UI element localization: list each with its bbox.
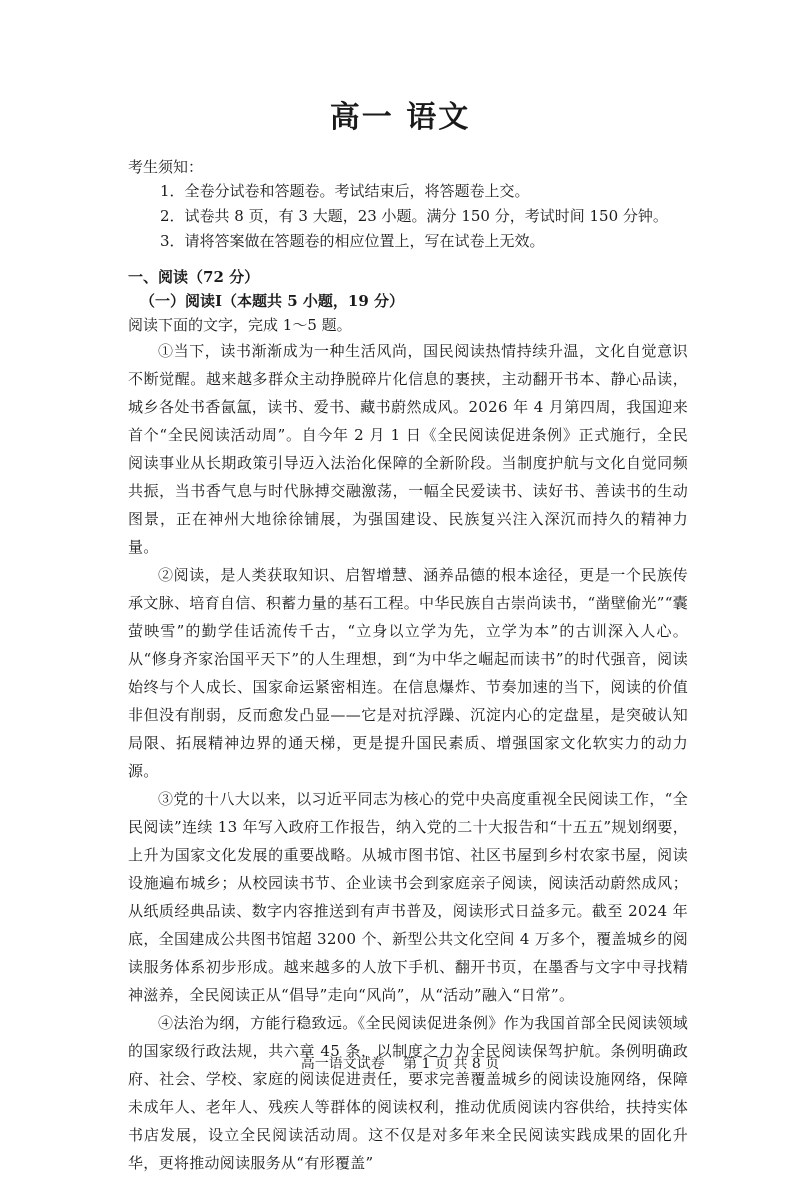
exam-notice	[128, 155, 688, 254]
notice-item: 1．全卷分试卷和答题卷。考试结束后，将答题卷上交。	[160, 182, 530, 200]
notice-item: 3．请将答案做在答题卷的相应位置上，写在试卷上无效。	[160, 232, 545, 250]
page-title: 高一 语文	[329, 100, 471, 135]
page-footer: 高一语文试卷 第 1 页 共 8 页	[300, 1056, 500, 1072]
reading-section	[128, 265, 688, 1177]
subsection-title: （一）阅读Ⅰ（本题共 5 小题，19 分）	[140, 292, 404, 310]
passage-paragraph: ③党的十八大以来，以习近平同志为核心的党中央高度重视全民阅读工作，“全民阅读”连续 13 年写入政府工作报告，纳入党的二十大报告和“十五五”规划纲要，上升为国家文化发展的重要战略。从城市图书馆、社区书屋到乡村农家书屋，阅读设施遍布城乡；从校园读书节、企业读书会到家庭亲子阅读，阅读活动蔚然成风；从纸质经典品读、数字内容推送到有声书普及，阅读形式日益多元。截至 2024 年底，全国建成公共图书馆超 3200 个、新型公共文化空间 4 万多个，覆盖城乡的阅读服务体系初步形成。越来越多的人放下手机、翻开书页，在墨香与文字中寻找精神滋养，全民阅读正从“倡导”走向“风尚”，从“活动”融入“日常”。	[128, 790, 688, 1004]
section-title: 一、阅读（72 分）	[128, 268, 260, 286]
passage-paragraph: ①当下，读书渐渐成为一种生活风尚，国民阅读热情持续升温，文化自觉意识不断觉醒。越来越多群众主动挣脱碎片化信息的裹挟，主动翻开书本、静心品读，城乡各处书香氤氲，读书、爱书、藏书蔚然成风。2026 年 4 月第四周，我国迎来首个“全民阅读活动周”。自今年 2 月 1 日《全民阅读促进条例》正式施行，全民阅读事业从长期政策引导迈入法治化保障的全新阶段。当制度护航与文化自觉同频共振，当书香气息与时代脉搏交融激荡，一幅全民爱读书、读好书、善读书的生动图景，正在神州大地徐徐铺展，为强国建设、民族复兴注入深沉而持久的精神力量。	[128, 342, 688, 556]
passage-paragraph: ④法治为纲，方能行稳致远。《全民阅读促进条例》作为我国首部全民阅读领域的国家级行政法规，共六章 45 条，以制度之力为全民阅读保驾护航。条例明确政府、社会、学校、家庭的阅读促进责任，要求完善覆盖城乡的阅读设施网络，保障未成年人、老年人、残疾人等群体的阅读权利，推动优质阅读内容供给，扶持实体书店发展，设立全民阅读活动周。这不仅是对多年来全民阅读实践成果的固化升华，更将推动阅读服务从“有形覆盖”	[128, 1014, 688, 1172]
passage-paragraph: ②阅读，是人类获取知识、启智增慧、涵养品德的根本途径，更是一个民族传承文脉、培育自信、积蓄力量的基石工程。中华民族自古崇尚读书，“凿壁偷光”“囊萤映雪”的勤学佳话流传千古，“立身以立学为先，立学为本”的古训深入人心。从“修身齐家治国平天下”的人生理想，到“为中华之崛起而读书”的时代强音，阅读始终与个人成长、国家命运紧密相连。在信息爆炸、节奏加速的当下，阅读的价值非但没有削弱，反而愈发凸显——它是对抗浮躁、沉淀内心的定盘星，是突破认知局限、拓展精神边界的通天梯，更是提升国民素质、增强国家文化软实力的动力源。	[128, 566, 688, 780]
notice-heading: 考生须知：	[128, 158, 204, 176]
notice-item: 2．试卷共 8 页，有 3 大题，23 小题。满分 150 分，考试时间 150 分钟。	[160, 207, 668, 225]
reading-instruction: 阅读下面的文字，完成 1～5 题。	[128, 316, 352, 334]
